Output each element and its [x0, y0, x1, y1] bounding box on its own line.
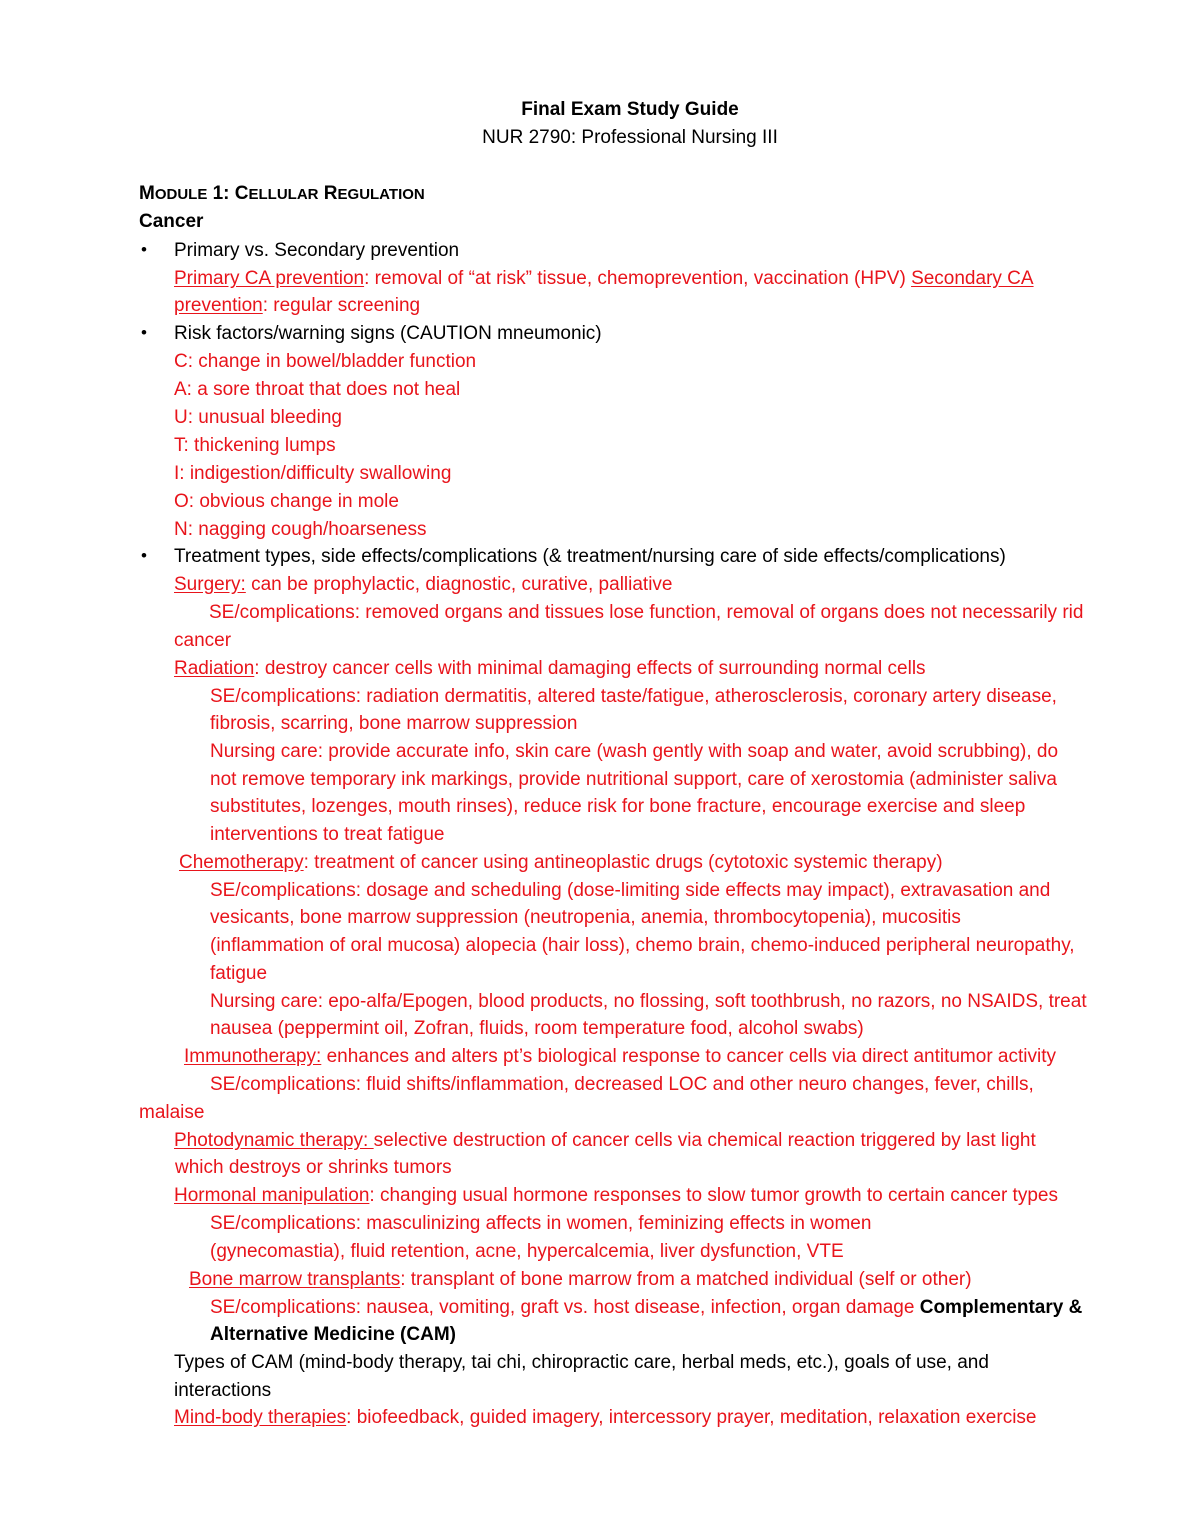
photodynamic-text: selective destruction of cancer cells via chemical reaction triggered by last light	[373, 1130, 1036, 1151]
bmt-se-line	[210, 1297, 1082, 1319]
radiation-nursing-care: Nursing care: provide accurate info, skin care (wash gently with soap and water, avoid scrubbing), do	[210, 741, 1059, 762]
radiation-text: : destroy cancer cells with minimal damaging effects of surrounding normal cells	[254, 658, 926, 679]
caution-item: T: thickening lumps	[174, 435, 336, 456]
bmt-se: SE/complications: nausea, vomiting, graft vs. host disease, infection, organ damage	[210, 1297, 920, 1318]
mindbody-line	[174, 1407, 1037, 1429]
cam-types: interactions	[174, 1380, 272, 1401]
surgery-se: SE/complications: removed organs and tissues lose function, removal of organs does not necessarily rid	[209, 602, 1084, 623]
surgery-text: can be prophylactic, diagnostic, curative, palliative	[245, 574, 673, 595]
photodynamic-text: which destroys or shrinks tumors	[175, 1157, 452, 1178]
primary-prevention-line	[174, 268, 1034, 290]
chemo-se: (inflammation of oral mucosa) alopecia (hair loss), chemo brain, chemo-induced peripheral neuropathy,	[210, 935, 1075, 956]
bullet-icon: •	[141, 323, 147, 342]
secondary-prevention-text: : regular screening	[262, 295, 421, 316]
caution-item: O: obvious change in mole	[174, 491, 399, 512]
hormonal-se: (gynecomastia), fluid retention, acne, hypercalcemia, liver dysfunction, VTE	[210, 1241, 844, 1262]
module-heading-part: R	[318, 183, 338, 204]
caution-item: I: indigestion/difficulty swallowing	[174, 463, 452, 484]
module-heading	[139, 183, 425, 206]
photodynamic-line	[174, 1130, 1036, 1152]
cam-types: Types of CAM (mind-body therapy, tai chi, chiropractic care, herbal meds, etc.), goals of use, and	[174, 1352, 989, 1373]
primary-prevention-term: Primary CA prevention	[174, 268, 365, 289]
page-title: Final Exam Study Guide	[521, 99, 739, 120]
section-heading-cancer: Cancer	[139, 211, 204, 232]
radiation-se: fibrosis, scarring, bone marrow suppression	[210, 713, 578, 734]
hormonal-text: : changing usual hormone responses to slow tumor growth to certain cancer types	[369, 1185, 1058, 1206]
chemo-nursing-care: nausea (peppermint oil, Zofran, fluids, room temperature food, alcohol swabs)	[210, 1018, 864, 1039]
caution-item: C: change in bowel/bladder function	[174, 351, 477, 372]
radiation-nursing-care: interventions to treat fatigue	[210, 824, 445, 845]
primary-prevention-text: : removal of “at risk” tissue, chemoprevention, vaccination (HPV)	[364, 268, 912, 289]
module-heading-part: M	[139, 183, 155, 204]
photodynamic-term: Photodynamic therapy:	[174, 1130, 374, 1151]
bullet-risk-factors: Risk factors/warning signs (CAUTION mneumonic)	[174, 323, 602, 344]
chemo-nursing-care: Nursing care: epo-alfa/Epogen, blood products, no flossing, soft toothbrush, no razors, no NSAIDS, treat	[210, 991, 1087, 1012]
surgery-line	[174, 574, 673, 596]
mindbody-text: : biofeedback, guided imagery, intercessory prayer, meditation, relaxation exercise	[346, 1407, 1037, 1428]
radiation-term: Radiation	[174, 658, 255, 679]
radiation-line	[174, 658, 926, 680]
chemo-se: vesicants, bone marrow suppression (neutropenia, anemia, thrombocytopenia), mucositis	[210, 907, 961, 928]
page-subtitle: NUR 2790: Professional Nursing III	[482, 127, 778, 148]
bmt-line	[189, 1269, 972, 1291]
bullet-icon: •	[141, 546, 147, 565]
module-heading-part: EGULATION	[337, 186, 425, 203]
immuno-se: malaise	[139, 1102, 205, 1123]
bullet-primary-secondary: Primary vs. Secondary prevention	[174, 240, 460, 261]
bmt-term: Bone marrow transplants	[189, 1269, 401, 1290]
hormonal-line	[174, 1185, 1058, 1207]
module-heading-part: ODULE	[154, 186, 208, 203]
bmt-text: : transplant of bone marrow from a matched individual (self or other)	[400, 1269, 972, 1290]
radiation-nursing-care: not remove temporary ink markings, provide nutritional support, care of xerostomia (administer saliva	[210, 769, 1057, 790]
mindbody-term: Mind-body therapies	[174, 1407, 347, 1428]
bullet-treatment-types: Treatment types, side effects/complications (& treatment/nursing care of side effects/complications)	[174, 546, 1006, 567]
caution-item: U: unusual bleeding	[174, 407, 342, 428]
secondary-prevention-term: prevention	[174, 295, 263, 316]
hormonal-term: Hormonal manipulation	[174, 1185, 370, 1206]
cam-heading: Complementary &	[919, 1297, 1083, 1318]
caution-item: A: a sore throat that does not heal	[174, 379, 461, 400]
immuno-text: enhances and alters pt’s biological response to cancer cells via direct antitumor activity	[321, 1046, 1056, 1067]
module-heading-part: C	[234, 183, 249, 204]
secondary-prevention-term: Secondary CA	[911, 268, 1034, 289]
radiation-se: SE/complications: radiation dermatitis, altered taste/fatigue, atherosclerosis, coronary artery disease,	[210, 686, 1057, 707]
secondary-prevention-line	[174, 295, 420, 317]
chemo-line	[179, 852, 943, 874]
bullet-icon: •	[141, 240, 147, 259]
surgery-term: Surgery:	[174, 574, 246, 595]
chemo-se: fatigue	[210, 963, 268, 984]
surgery-se: cancer	[174, 630, 232, 651]
radiation-nursing-care: substitutes, lozenges, mouth rinses), reduce risk for bone fracture, encourage exercise and sleep	[210, 796, 1026, 817]
immuno-line	[184, 1046, 1056, 1068]
hormonal-se: SE/complications: masculinizing affects in women, feminizing effects in women	[210, 1213, 872, 1234]
cam-heading: Alternative Medicine (CAM)	[210, 1324, 456, 1345]
module-heading-part: ELLULAR	[248, 186, 319, 203]
immuno-term: Immunotherapy:	[184, 1046, 322, 1067]
immuno-se: SE/complications: fluid shifts/inflammation, decreased LOC and other neuro changes, fever, chills,	[210, 1074, 1034, 1095]
caution-item: N: nagging cough/hoarseness	[174, 519, 427, 540]
chemo-text: : treatment of cancer using antineoplastic drugs (cytotoxic systemic therapy)	[303, 852, 943, 873]
chemo-se: SE/complications: dosage and scheduling (dose-limiting side effects may impact), extravasation and	[210, 880, 1051, 901]
chemo-term: Chemotherapy	[179, 852, 304, 873]
module-heading-part: 1:	[207, 183, 235, 204]
